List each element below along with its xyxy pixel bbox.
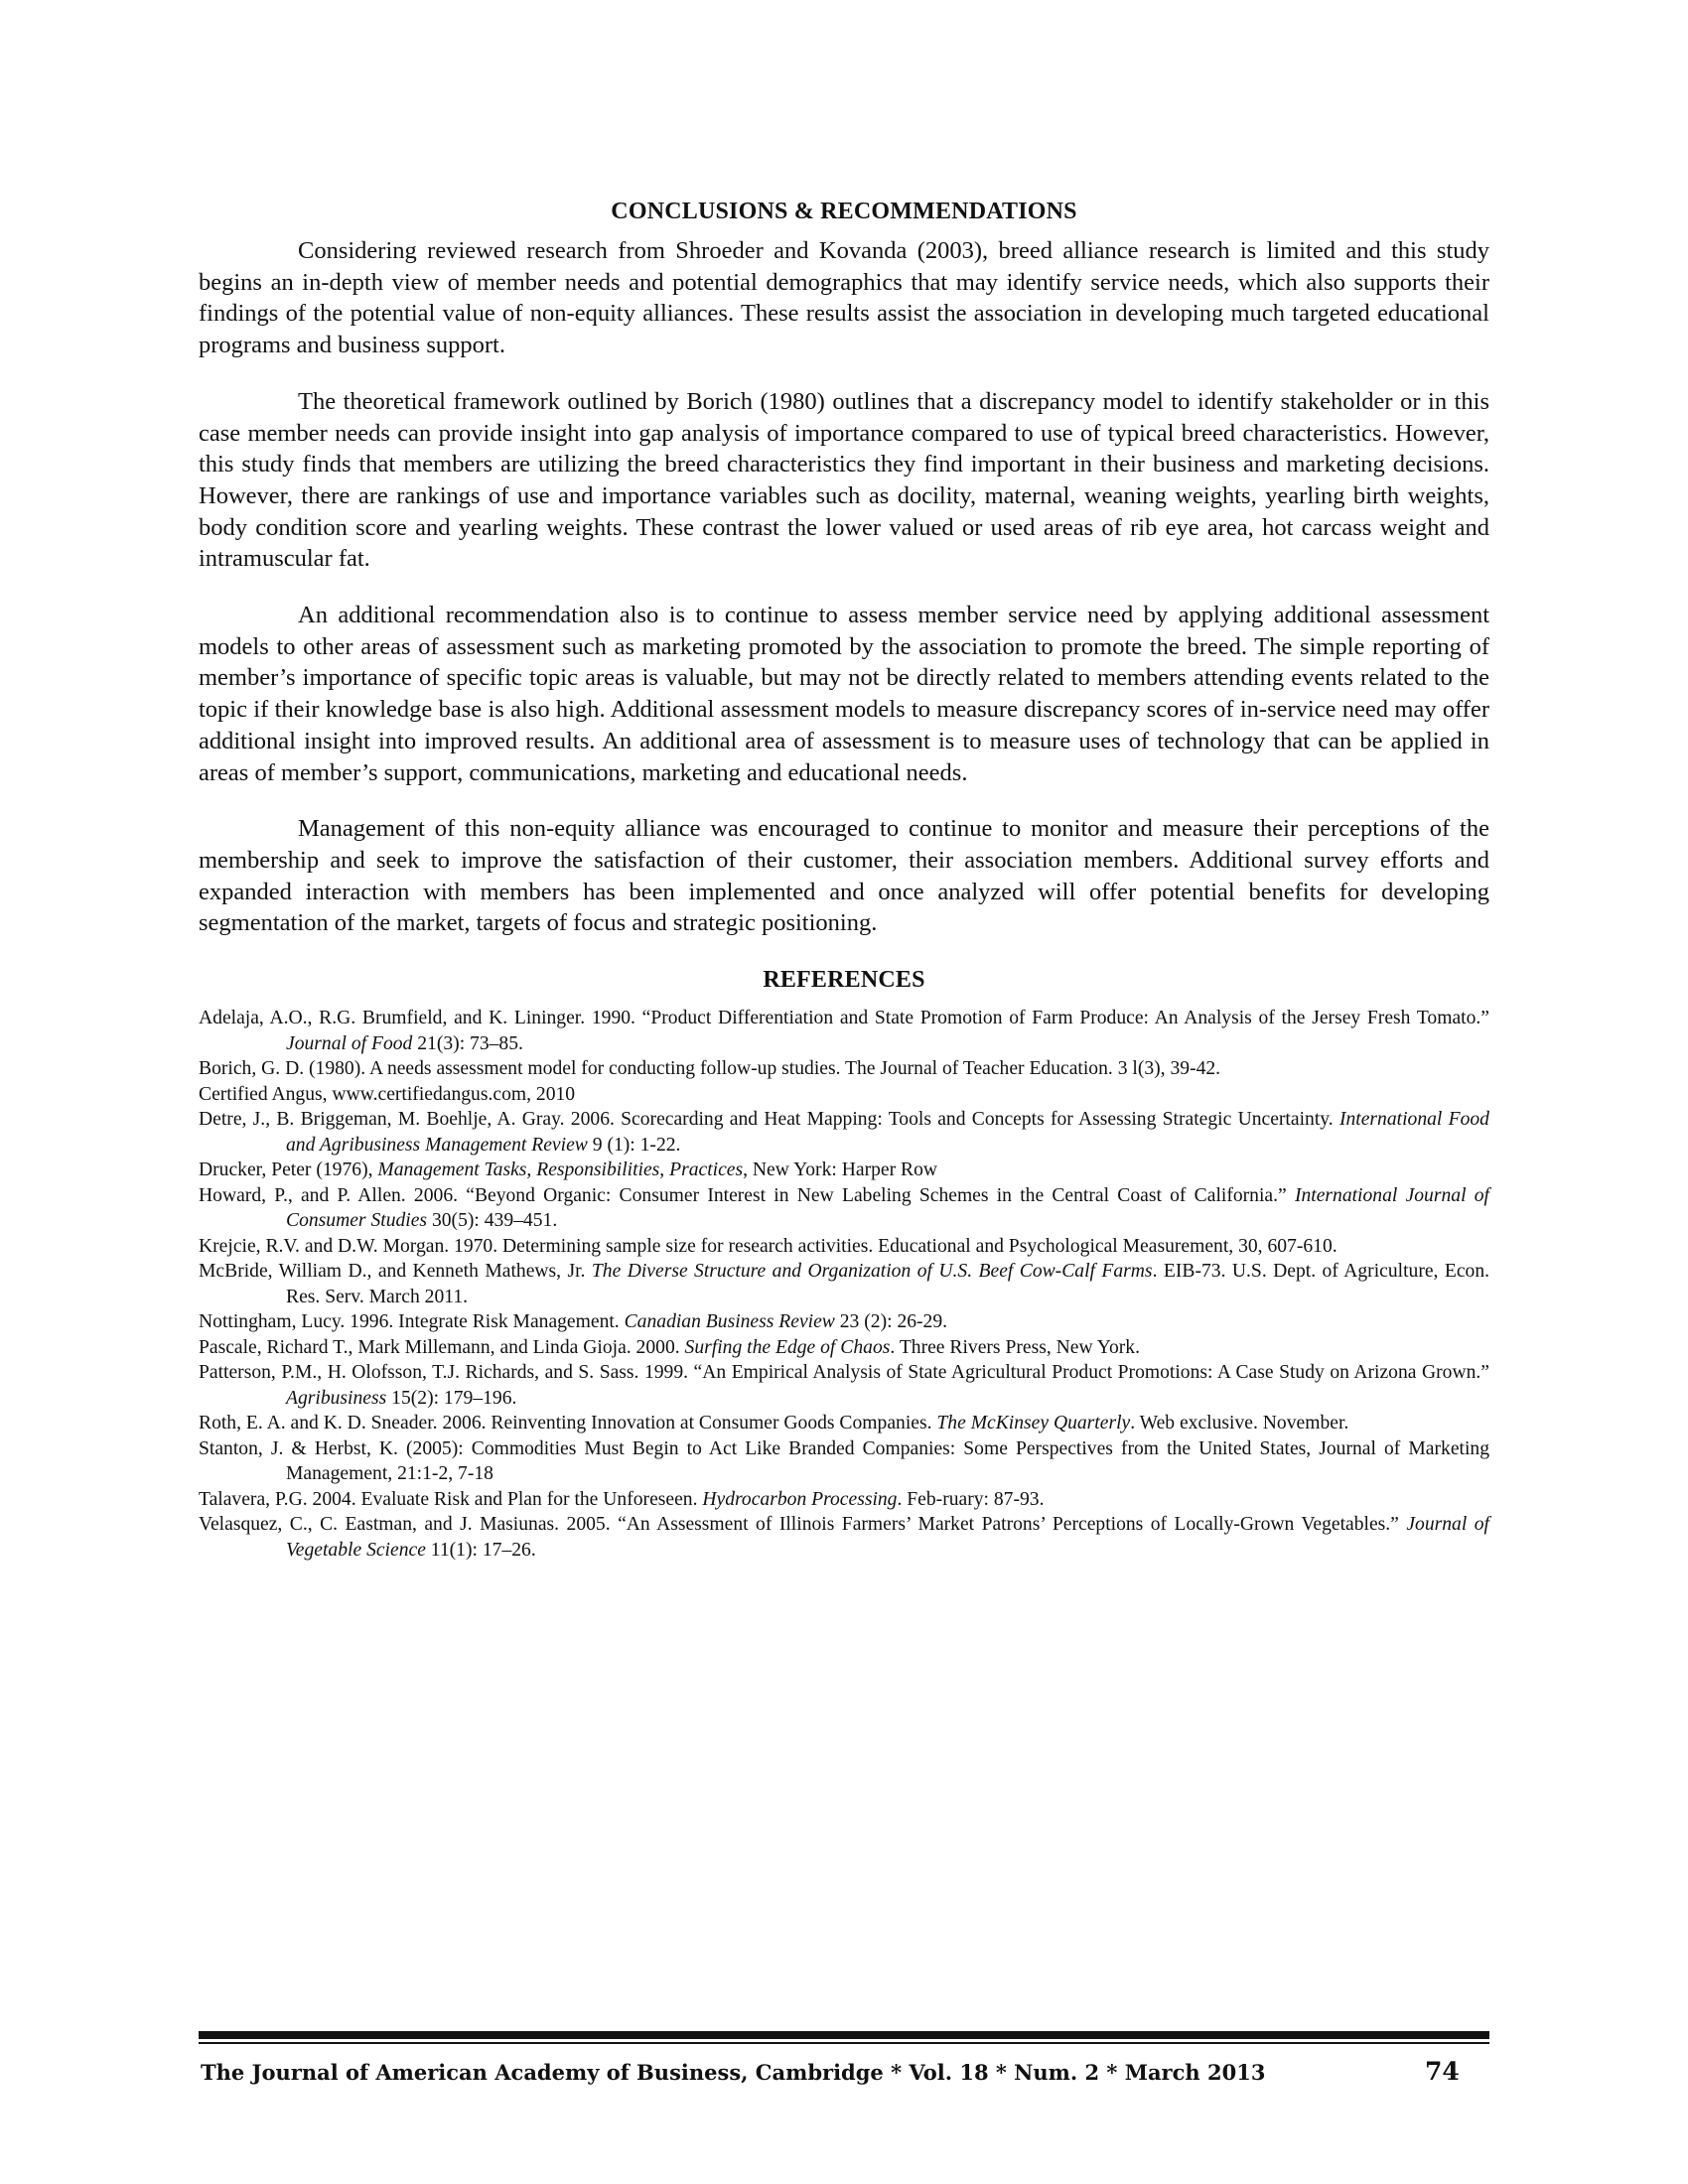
- reference-text: . Three Rivers Press, New York.: [890, 1336, 1140, 1358]
- footer-journal-citation: The Journal of American Academy of Business, Cambridge * Vol. 18 * Num. 2 * March 2013: [201, 2060, 1266, 2085]
- reference-text: , New York: Harper Row: [743, 1160, 938, 1181]
- reference-item: [199, 1056, 1489, 1082]
- reference-text: Certified Angus, www.certifiedangus.com, 2010: [199, 1083, 576, 1105]
- conclusions-heading: CONCLUSIONS & RECOMMENDATIONS: [611, 199, 1077, 224]
- reference-text: . Web exclusive. November.: [1130, 1413, 1349, 1434]
- reference-text: McBride, William D., and Kenneth Mathews, Jr.: [199, 1261, 592, 1283]
- reference-item: [199, 1436, 1489, 1487]
- reference-item: [199, 1411, 1489, 1436]
- reference-item: [199, 1082, 1489, 1108]
- reference-text: Stanton, J. & Herbst, K. (2005): Commodities Must Begin to Act Like Branded Companies: Some Perspectives from the United States, Journal of Marketing Management, 21:1-2, 7-18: [199, 1437, 1489, 1485]
- reference-item: [199, 1234, 1489, 1260]
- reference-source-title: The Diverse Structure and Organization of U.S. Beef Cow-Calf Farms: [591, 1261, 1153, 1283]
- reference-text: Adelaja, A.O., R.G. Brumfield, and K. Lininger. 1990. “Product Differentiation and State Promotion of Farm Produce: An Analysis of the Jersey Fresh Tomato.”: [199, 1008, 1489, 1029]
- reference-item: [199, 1360, 1489, 1411]
- reference-source-title: Agribusiness: [286, 1387, 387, 1409]
- footer-divider-thick: [199, 2031, 1489, 2039]
- reference-text: Krejcie, R.V. and D.W. Morgan. 1970. Determining sample size for research activities. Educational and Psychological Measurement, 30, 607-610.: [199, 1235, 1337, 1257]
- reference-text: 15(2): 179–196.: [386, 1387, 517, 1409]
- reference-item: [199, 1259, 1489, 1309]
- footer-divider-thin: [199, 2042, 1489, 2044]
- reference-source-title: Journal of Vegetable Science: [286, 1514, 1489, 1561]
- reference-source-title: Surfing the Edge of Chaos: [684, 1336, 891, 1358]
- reference-item: [199, 1158, 1489, 1183]
- reference-item: [199, 1487, 1489, 1513]
- reference-text: Velasquez, C., C. Eastman, and J. Masiunas. 2005. “An Assessment of Illinois Farmers’ Market Patrons’ Perceptions of Locally-Grown Vegetables.”: [199, 1514, 1407, 1536]
- reference-text: Talavera, P.G. 2004. Evaluate Risk and Plan for the Unforeseen.: [199, 1488, 703, 1510]
- reference-source-title: Canadian Business Review: [624, 1311, 835, 1333]
- reference-item: [199, 1006, 1489, 1056]
- reference-text: . Feb-ruary: 87-93.: [897, 1488, 1045, 1510]
- reference-item: [199, 1309, 1489, 1335]
- references-list: [199, 1006, 1489, 1563]
- reference-text: Borich, G. D. (1980). A needs assessment model for conducting follow-up studies. The Journal of Teacher Education. 3 l(3), 39-42.: [199, 1058, 1221, 1080]
- reference-item: [199, 1107, 1489, 1158]
- reference-source-title: International Journal of Consumer Studies: [286, 1184, 1489, 1232]
- reference-text: 30(5): 439–451.: [427, 1210, 558, 1232]
- conclusions-paragraph: The theoretical framework outlined by Borich (1980) outlines that a discrepancy model to identify stakeholder or in this case member needs can provide insight into gap analysis of importance compared to use of typical breed characteristics. However, this study finds that members are utilizing the breed characteristics they find important in their business and marketing decisions. However, there are rankings of use and importance variables such as docility, maternal, weaning weights, yearling birth weights, body condition score and yearling weights. These contrast the lower valued or used areas of rib eye area, hot carcass weight and intramuscular fat.: [199, 387, 1489, 573]
- reference-source-title: The McKinsey Quarterly: [936, 1413, 1131, 1434]
- reference-text: Pascale, Richard T., Mark Millemann, and Linda Gioja. 2000.: [199, 1336, 685, 1358]
- reference-item: [199, 1335, 1489, 1361]
- reference-text: . EIB-73. U.S. Dept. of Agriculture, Econ. Res. Serv. March 2011.: [286, 1261, 1490, 1307]
- reference-source-title: Hydrocarbon Processing: [702, 1488, 898, 1510]
- reference-text: Nottingham, Lucy. 1996. Integrate Risk Management.: [199, 1311, 625, 1333]
- reference-text: 11(1): 17–26.: [425, 1539, 536, 1561]
- page-number: 74: [1425, 2057, 1460, 2086]
- reference-source-title: Management Tasks, Responsibilities, Practices: [377, 1160, 744, 1181]
- page-content: [199, 199, 1489, 1563]
- reference-text: Howard, P., and P. Allen. 2006. “Beyond Organic: Consumer Interest in New Labeling Schemes in the Central Coast of California.”: [199, 1184, 1295, 1206]
- reference-text: 9 (1): 1-22.: [587, 1134, 681, 1156]
- conclusions-paragraph: Management of this non-equity alliance was encouraged to continue to monitor and measure their perceptions of the membership and seek to improve the satisfaction of their customer, their association members. Additional survey efforts and expanded interaction with members has been implemented and once analyzed will offer potential benefits for developing segmentation of the market, targets of focus and strategic positioning.: [199, 815, 1489, 937]
- reference-text: 23 (2): 26-29.: [834, 1311, 948, 1333]
- reference-item: [199, 1183, 1489, 1234]
- reference-source-title: Journal of Food: [286, 1032, 413, 1054]
- reference-text: Roth, E. A. and K. D. Sneader. 2006. Reinventing Innovation at Consumer Goods Companies.: [199, 1413, 937, 1434]
- reference-text: Drucker, Peter (1976),: [199, 1160, 378, 1181]
- reference-text: Patterson, P.M., H. Olofsson, T.J. Richards, and S. Sass. 1999. “An Empirical Analysis of State Agricultural Product Promotions: A Case Study on Arizona Grown.”: [199, 1362, 1489, 1384]
- reference-source-title: International Food and Agribusiness Management Review: [286, 1109, 1489, 1156]
- reference-text: Detre, J., B. Briggeman, M. Boehlje, A. Gray. 2006. Scorecarding and Heat Mapping: Tools and Concepts for Assessing Strategic Uncertainty.: [199, 1109, 1339, 1131]
- conclusions-paragraph: An additional recommendation also is to continue to assess member service need by applying additional assessment models to other areas of assessment such as marketing promoted by the association to promote the breed. The simple reporting of member’s importance of specific topic areas is valuable, but may not be directly related to members attending events related to the topic if their knowledge base is also high. Additional assessment models to measure discrepancy scores of in-service need may offer additional insight into improved results. An additional area of assessment is to measure uses of technology that can be applied in areas of member’s support, communications, marketing and educational needs.: [199, 602, 1489, 786]
- reference-text: 21(3): 73–85.: [412, 1032, 523, 1054]
- references-heading: REFERENCES: [763, 967, 925, 994]
- conclusions-paragraph: Considering reviewed research from Shroeder and Kovanda (2003), breed alliance research is limited and this study begins an in-depth view of member needs and potential demographics that may identify service needs, which also supports their findings of the potential value of non-equity alliances. These results assist the association in developing much targeted educational programs and business support.: [199, 237, 1489, 359]
- reference-item: [199, 1512, 1489, 1563]
